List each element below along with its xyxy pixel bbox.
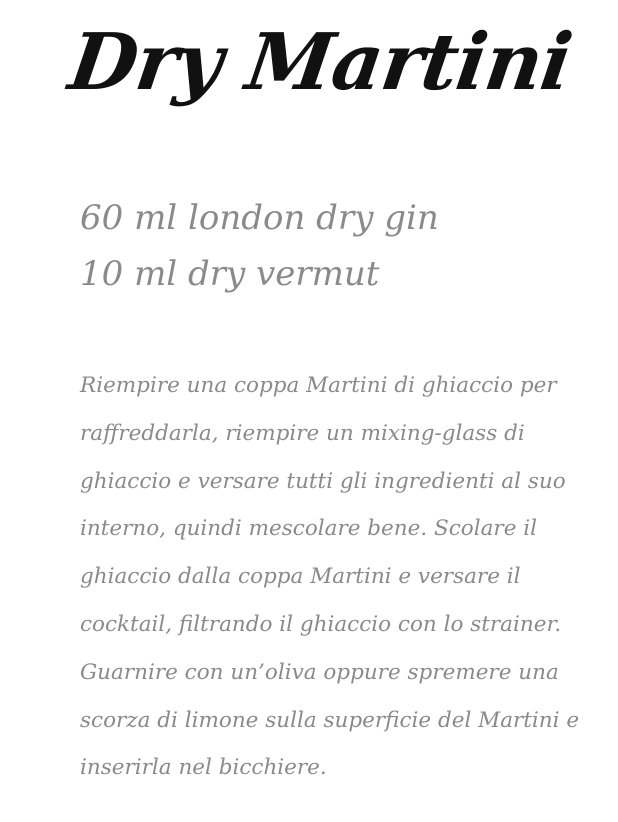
ingredient-item: 10 ml dry vermut	[80, 254, 380, 294]
recipe-title: Dry Martini	[63, 17, 577, 108]
ingredient-list	[80, 190, 439, 302]
method-paragraph: Riempire una coppa Martini di ghiaccio per raffreddarla, riempire un mixing-glass di ghiaccio e versare tutti gli ingredienti al suo interno, quindi mescolare bene. Scolare il ghiaccio dalla coppa Martini e versare il cocktail, filtrando il ghiaccio con lo strainer. Guarnire con un’oliva oppure spremere una scorza di limone sulla superficie del Martini e inserirla nel bicchiere.	[80, 373, 580, 781]
ingredient-item: 60 ml london dry gin	[80, 198, 439, 238]
